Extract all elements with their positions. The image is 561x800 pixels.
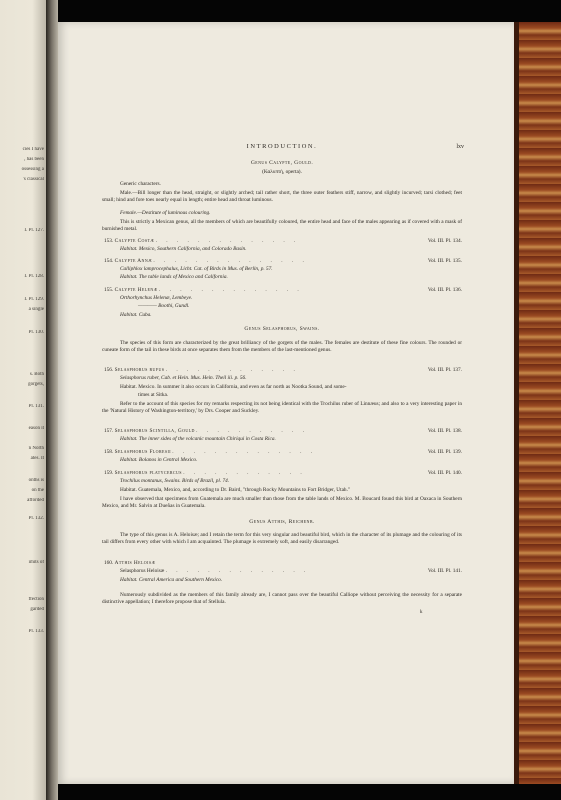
species-156-reference: Vol. III. Pl. 137. xyxy=(427,367,462,373)
species-entry-157 xyxy=(104,428,308,435)
left-page-line: Pl. 132. xyxy=(28,516,44,521)
leader-dots: . . . . . . . . . . . . . xyxy=(165,367,299,373)
marbled-cover-edge xyxy=(514,22,561,784)
left-page-line: s. Both xyxy=(29,372,44,377)
left-page-line: Pl. 131. xyxy=(28,404,44,409)
left-page-line: ffection xyxy=(28,597,44,602)
left-facing-page xyxy=(0,0,46,800)
species-name: Calypte Helenæ xyxy=(114,287,158,293)
leader-dots: . . . . . . . . . . . . . . xyxy=(165,568,310,574)
species-160-synonym: Selasphorus Heloisæ xyxy=(120,568,165,574)
left-page-line: 's classical xyxy=(22,177,44,182)
calypte-male-characters: Male.—Bill longer than the head, straight, or slightly arched; tail rather short, the three outer feathers stiff, narrow, and slightly incurved; tarsi clothed; feet small; hind and fore toes nearly equal in length; entire head and throat luminous. xyxy=(102,190,462,203)
species-160-habitat: Habitat. Central America and Southern Mexico. xyxy=(120,577,223,583)
calypte-description: This is strictly a Mexican genus, all the members of which are beautifully coloured, the entire head and face of the males appearing as if covered with a mask of burnished metal. xyxy=(102,219,462,232)
species-155-habitat: Habitat. Cuba. xyxy=(120,312,152,318)
species-155-reference: Vol. III. Pl. 136. xyxy=(427,287,462,293)
species-number: 155. xyxy=(104,287,114,293)
species-name: Atthis Heloisæ xyxy=(114,560,156,566)
species-160-synonym-line xyxy=(120,568,309,575)
left-page-line: Pl. 130. xyxy=(28,330,44,335)
left-page-line: on the xyxy=(31,488,44,493)
species-159-note: I have observed that specimens from Guatemala are much smaller than those from the table lands of Mexico. M. Boucard found this bird at Oaxaca in Southern Mexico, and Mr. Salvin at Dueñas in Guatemala. xyxy=(102,496,462,509)
calypte-female-characters: Female.—Destitute of luminous colouring. xyxy=(120,210,211,216)
left-page-line: Pl. 133. xyxy=(28,629,44,634)
species-153-habitat: Habitat. Mexico, Southern California, and Colorado Basin. xyxy=(120,246,247,252)
species-156-note: Refer to the account of this species for my remarks respecting its not being identical with the Trochilus ruber of Linnæus; and also to a very interesting paper in the 'Natural History of Washington-territory,' by Drs. Cooper and Suckley. xyxy=(102,401,462,414)
species-157-habitat: Habitat. The inner sides of the volcanic mountain Chiriqui in Costa Rica. xyxy=(120,436,276,442)
left-page-line: a single xyxy=(28,307,44,312)
species-156-synonym: Selasphorus ruber, Cab. et Hein. Mus. Hein. Theil iii. p. 56. xyxy=(120,375,247,381)
species-number: 158. xyxy=(104,449,114,455)
leader-dots: . . . . . . . . . . . . . . xyxy=(158,287,303,293)
left-page-line: I. Pl. 127. xyxy=(24,228,44,233)
left-page-line: n North xyxy=(28,446,44,451)
left-page-line: imits of xyxy=(28,560,44,565)
species-158-reference: Vol. III. Pl. 139. xyxy=(427,449,462,455)
left-page-line: eason it xyxy=(28,426,44,431)
species-158-habitat: Habitat. Bolanos in Central Mexico. xyxy=(120,457,198,463)
species-entry-155 xyxy=(104,287,303,294)
species-153-reference: Vol. III. Pl. 134. xyxy=(427,238,462,244)
signature-mark: k xyxy=(420,610,423,615)
species-name: Selasphorus Scintilla, Gould xyxy=(114,428,195,434)
left-page-line: ossessing a xyxy=(21,167,44,172)
species-156-habitat: Habitat. Mexico. In summer it also occurs in California, and even as far north as Nootka Sound, and some- xyxy=(120,384,347,390)
species-entry-159 xyxy=(104,470,306,477)
species-number: 160. xyxy=(104,560,114,566)
leader-dots: . . . . . . . . . . . . xyxy=(183,470,306,476)
selasphorus-description: The species of this form are characterized by the great brilliancy of the gorgets of the males. The females are destitute of these fine colours. The rounded or cuneate form of the tail in these birds at once separates them from the members of the last-mentioned genus. xyxy=(102,340,462,353)
left-page-line: ates. It xyxy=(30,456,44,461)
left-page-line: gorgets, xyxy=(28,382,44,387)
species-155-synonym-2: ———— Boothi, Gundl. xyxy=(138,303,190,309)
species-154-reference: Vol. III. Pl. 135. xyxy=(427,258,462,264)
species-entry-158 xyxy=(104,449,316,456)
left-page-line: I. Pl. 129. xyxy=(24,297,44,302)
species-name: Calypte Annæ xyxy=(114,258,153,264)
species-number: 156. xyxy=(104,367,114,373)
leader-dots: . . . . . . . . . . . . . . xyxy=(172,449,317,455)
species-entry-154 xyxy=(104,258,308,265)
atthis-description: The type of this genus is A. Heloisæ; and I retain the term for this very singular and beautiful bird, which in the character of its plumage and the colouring of its tail differs from every other with which I am acquainted. The plumage is extremely soft, and easily disarranged. xyxy=(102,532,462,545)
species-154-habitat: Habitat. The table lands of Mexico and California. xyxy=(120,274,228,280)
species-155-synonym-1: Orthorhynchus Helenæ, Lembeye. xyxy=(120,295,193,301)
genus-calypte-etymology: (Καλυπτή, operta). xyxy=(262,169,302,175)
leader-dots: . . . . . . . . . . . . . . . xyxy=(153,258,308,264)
genus-calypte-heading: Genus Calypte, Gould. xyxy=(250,160,314,166)
left-page-line: garded xyxy=(30,607,44,612)
species-156-habitat-cont: times at Sitka. xyxy=(138,392,169,398)
species-number: 159. xyxy=(104,470,114,476)
species-number: 153. xyxy=(104,238,114,244)
closing-paragraph: Numerously subdivided as the members of this family already are, I cannot pass over the beautiful Calliope without perceiving the necessity for a separate distinctive appellation; I therefore propose that of Stellula. xyxy=(102,592,462,605)
species-entry-160 xyxy=(104,560,155,567)
species-154-synonym: Calliphlox lamprocephalus, Licht. Cat. of Birds in Mus. of Berlin, p. 57. xyxy=(120,266,273,272)
genus-selasphorus-heading: Genus Selasphorus, Swains. xyxy=(244,326,320,332)
species-entry-156 xyxy=(104,367,299,374)
generic-characters-label: Generic characters. xyxy=(120,181,161,187)
species-name: Calypte Costæ xyxy=(114,238,155,244)
left-page-line: I. Pl. 128. xyxy=(24,274,44,279)
species-number: 157. xyxy=(104,428,114,434)
species-159-reference: Vol. III. Pl. 140. xyxy=(427,470,462,476)
running-title: INTRODUCTION. xyxy=(246,143,318,150)
species-name: Selasphorus platycercus xyxy=(114,470,182,476)
species-160-reference: Vol. III. Pl. 141. xyxy=(427,568,462,574)
right-page xyxy=(58,22,514,784)
left-page-line: cies I have xyxy=(22,147,44,152)
species-name: Selasphorus Floresii xyxy=(114,449,171,455)
species-entry-153 xyxy=(104,238,299,245)
leader-dots: . . . . . . . . . . . . . . xyxy=(155,238,300,244)
species-157-reference: Vol. III. Pl. 138. xyxy=(427,428,462,434)
page-number: lxv xyxy=(456,144,464,150)
species-159-synonym: Trochilus montanus, Swains. Birds of Brazil, pl. 74. xyxy=(120,478,230,484)
species-name: Selasphorus rufus xyxy=(114,367,165,373)
left-page-line: onths is xyxy=(28,478,44,483)
left-page-line: , has been xyxy=(24,157,44,162)
species-159-habitat: Habitat. Guatemala, Mexico, and, according to Dr. Baird, "through Rocky Mountains to Fort Bridger, Utah." xyxy=(120,487,351,493)
species-number: 154. xyxy=(104,258,114,264)
left-page-line: afforded xyxy=(27,498,44,503)
book-gutter xyxy=(46,0,58,800)
leader-dots: . . . . . . . . . . . xyxy=(196,428,308,434)
genus-atthis-heading: Genus Atthis, Reichenb. xyxy=(249,519,315,525)
